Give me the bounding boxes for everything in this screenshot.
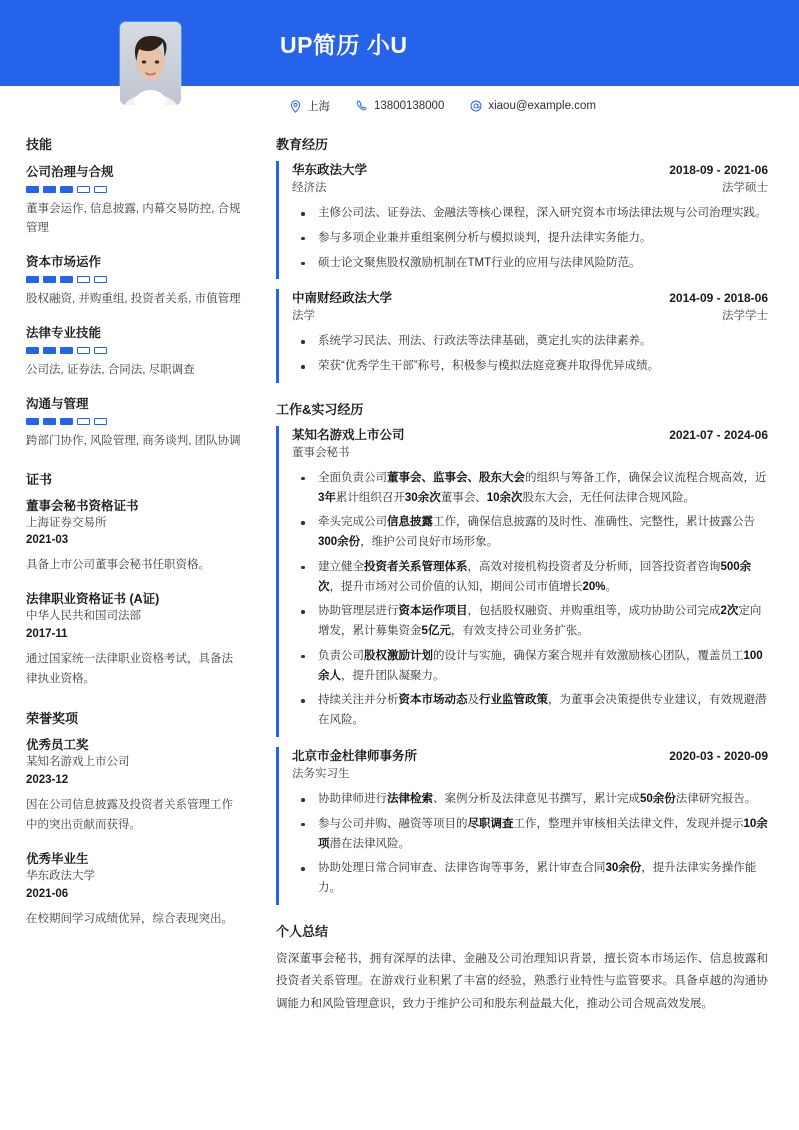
- skill-level-segment: [43, 418, 56, 425]
- skill-item: [26, 162, 242, 238]
- entry-issuer: 某知名游戏上市公司: [26, 756, 130, 769]
- summary-heading: 个人总结: [276, 923, 329, 939]
- phone-text: 13800138000: [374, 100, 445, 112]
- education-list: [276, 161, 768, 383]
- skill-description: 公司法, 证券法, 合同法, 尽职调查: [26, 363, 195, 376]
- skill-level-segment: [60, 347, 73, 354]
- education-bullet: 主修公司法、证券法、金融法等核心课程，深入研究资本市场法律法规与公司治理实践。: [292, 204, 768, 224]
- skill-item: [26, 252, 242, 309]
- school-name: 华东政法大学: [292, 163, 368, 177]
- entry-date: 2023-12: [26, 773, 69, 786]
- education-subheader-row: [292, 180, 768, 197]
- skill-level-segment: [60, 276, 73, 283]
- skill-level-bar: [26, 186, 242, 193]
- major-name: 经济法: [292, 181, 327, 194]
- education-subheader-row: [292, 308, 768, 325]
- work-item: [276, 747, 768, 905]
- job-title: 法务实习生: [292, 767, 350, 780]
- work-bullet: 建立健全投资者关系管理体系，高效对接机构投资者及分析师，回答投资者咨询500余次，提升市场对公司价值的认知，期间公司市值增长20%。: [292, 558, 768, 598]
- certificates-list: [26, 497, 242, 690]
- skill-level-segment: [77, 186, 90, 193]
- education-heading: 教育经历: [276, 137, 329, 152]
- awards-heading: 荣誉奖项: [26, 711, 79, 727]
- entry-description: 因在公司信息披露及投资者关系管理工作中的突出贡献而获得。: [26, 798, 233, 832]
- skill-level-segment: [94, 418, 107, 425]
- work-heading: 工作&实习经历: [276, 401, 364, 417]
- skill-level-segment: [26, 347, 39, 354]
- summary-section: [276, 921, 768, 1015]
- certificates-section: [26, 469, 242, 690]
- skills-list: [26, 162, 242, 451]
- education-header-row: [292, 161, 768, 180]
- main-column: [268, 134, 799, 1031]
- phone-icon: [356, 100, 368, 112]
- skill-level-segment: [60, 186, 73, 193]
- degree-name: 法学学士: [722, 310, 768, 323]
- skill-description: 股权融资, 并购重组, 投资者关系, 市值管理: [26, 292, 241, 305]
- skill-level-segment: [60, 418, 73, 425]
- education-bullet: 硕士论文聚焦股权激励机制在TMT行业的应用与法律风险防范。: [292, 254, 768, 274]
- email-text: xiaou@example.com: [488, 100, 596, 112]
- skill-name: 法律专业技能: [26, 325, 102, 340]
- entry-description: 在校期间学习成绩优异，综合表现突出。: [26, 912, 233, 925]
- major-name: 法学: [292, 310, 315, 323]
- school-name: 中南财经政法大学: [292, 291, 393, 306]
- skill-level-segment: [43, 186, 56, 193]
- skill-level-segment: [77, 276, 90, 283]
- education-bullet: 荣获“优秀学生干部”称号，积极参与模拟法庭竞赛并取得优异成绩。: [292, 357, 768, 377]
- entry-title: 优秀员工奖: [26, 738, 89, 753]
- skill-item: [26, 394, 242, 451]
- skill-level-segment: [26, 186, 39, 193]
- education-date: 2014-09 - 2018-06: [669, 291, 768, 306]
- work-bullets: [292, 790, 768, 899]
- skill-level-segment: [77, 418, 90, 425]
- award-item: [26, 736, 242, 836]
- skill-level-bar: [26, 347, 242, 354]
- work-date: 2021-07 - 2024-06: [669, 427, 768, 442]
- avatar: [120, 22, 181, 105]
- skill-level-segment: [94, 347, 107, 354]
- skill-description: 董事会运作, 信息披露, 内幕交易防控, 合规管理: [26, 203, 241, 234]
- award-item: [26, 850, 242, 929]
- certificates-heading: 证书: [26, 471, 53, 487]
- work-bullet: 协助管理层进行资本运作项目，包括股权融资、并购重组等，成功协助公司完成2次定向增发，累计募集资金5亿元，有效支持公司业务扩张。: [292, 602, 768, 642]
- company-name: 北京市金杜律师事务所: [292, 749, 418, 764]
- work-bullet: 协助律师进行法律检索、案例分析及法律意见书撰写，累计完成50余份法律研究报告。: [292, 790, 768, 810]
- education-bullets: [292, 332, 768, 377]
- skill-level-segment: [77, 347, 90, 354]
- skill-item: [26, 323, 242, 380]
- work-subheader-row: [292, 445, 768, 462]
- work-list: [276, 426, 768, 905]
- skill-level-segment: [43, 276, 56, 283]
- entry-title: 董事会秘书资格证书: [26, 498, 139, 513]
- entry-issuer: 中华人民共和国司法部: [26, 610, 141, 623]
- entry-title: 法律职业资格证书 (A证): [26, 592, 160, 607]
- certificate-item: [26, 590, 242, 690]
- education-item: [276, 289, 768, 383]
- degree-name: 法学硕士: [722, 181, 768, 194]
- entry-description: 具备上市公司董事会秘书任职资格。: [26, 559, 210, 572]
- entry-date: 2021-06: [26, 887, 69, 900]
- skill-level-segment: [94, 186, 107, 193]
- sidebar: [0, 134, 268, 947]
- company-name: 某知名游戏上市公司: [292, 427, 405, 442]
- skill-description: 跨部门协作, 风险管理, 商务谈判, 团队协调: [26, 434, 241, 447]
- skill-level-segment: [26, 276, 39, 283]
- work-bullet: 负责公司股权激励计划的设计与实施，确保方案合规并有效激励核心团队，覆盖员工100余人，提升团队凝聚力。: [292, 647, 768, 687]
- job-title: 董事会秘书: [292, 446, 350, 459]
- education-bullets: [292, 204, 768, 273]
- header-banner: [0, 0, 799, 86]
- skill-level-bar: [26, 418, 242, 425]
- avatar-portrait-icon: [120, 22, 181, 105]
- skill-level-bar: [26, 276, 242, 283]
- work-header-row: [292, 747, 768, 766]
- skill-level-segment: [26, 418, 39, 425]
- certificate-item: [26, 497, 242, 576]
- education-header-row: [292, 289, 768, 308]
- education-bullet: 参与多项企业兼并重组案例分析与模拟谈判，提升法律实务能力。: [292, 229, 768, 249]
- work-bullets: [292, 469, 768, 731]
- awards-list: [26, 736, 242, 929]
- entry-title: 优秀毕业生: [26, 852, 89, 867]
- awards-section: [26, 708, 242, 929]
- education-item: [276, 161, 768, 279]
- work-bullet: 持续关注并分析资本市场动态及行业监管政策，为董事会决策提供专业建议，有效规避潜在风险。: [292, 691, 768, 731]
- contact-phone: [356, 100, 444, 112]
- education-bullet: 系统学习民法、刑法、行政法等法律基础，奠定扎实的法律素养。: [292, 332, 768, 352]
- work-header-row: [292, 426, 768, 445]
- skill-level-segment: [43, 347, 56, 354]
- work-bullet: 参与公司并购、融资等项目的尽职调查工作，整理并审核相关法律文件，发现并提示10余项潜在法律风险。: [292, 815, 768, 855]
- resume-body: [0, 126, 799, 1031]
- work-date: 2020-03 - 2020-09: [669, 749, 768, 764]
- entry-date: 2017-11: [26, 627, 68, 640]
- summary-text: 资深董事会秘书，拥有深厚的法律、金融及公司治理知识背景，擅长资本市场运作、信息披露和投资者关系管理。在游戏行业积累了丰富的经验，熟悉行业特性与监管要求。具备卓越的沟通协调能力和风险管理意识，致力于维护公司和股东利益最大化，推动公司合规高效发展。: [276, 952, 768, 1010]
- page-title: UP简历 小U: [280, 31, 408, 58]
- entry-date: 2021-03: [26, 534, 69, 547]
- work-subheader-row: [292, 766, 768, 783]
- location-pin-icon: [290, 100, 301, 113]
- skill-name: 资本市场运作: [26, 254, 102, 269]
- work-section: [276, 399, 768, 905]
- work-bullet: 牵头完成公司信息披露工作，确保信息披露的及时性、准确性、完整性，累计披露公告300余份，维护公司良好市场形象。: [292, 513, 768, 553]
- skill-name: 沟通与管理: [26, 396, 89, 411]
- education-date: 2018-09 - 2021-06: [669, 163, 768, 177]
- skills-heading: 技能: [26, 137, 53, 152]
- skill-name: 公司治理与合规: [26, 165, 114, 179]
- entry-issuer: 华东政法大学: [26, 870, 95, 883]
- skills-section: [26, 134, 242, 451]
- work-item: [276, 426, 768, 737]
- entry-description: 通过国家统一法律职业资格考试，具备法律执业资格。: [26, 652, 233, 686]
- contact-email: [470, 100, 596, 112]
- entry-issuer: 上海证券交易所: [26, 516, 107, 529]
- at-email-icon: [470, 100, 482, 112]
- contact-location: [290, 98, 330, 114]
- skill-level-segment: [94, 276, 107, 283]
- work-bullet: 协助处理日常合同审查、法律咨询等事务，累计审查合同30余份，提升法律实务操作能力。: [292, 859, 768, 899]
- education-section: [276, 134, 768, 383]
- work-bullet: 全面负责公司董事会、监事会、股东大会的组织与筹备工作，确保会议流程合规高效，近3年累计组织召开30余次董事会、10余次股东大会，无任何法律合规风险。: [292, 469, 768, 509]
- location-text: 上海: [307, 101, 330, 113]
